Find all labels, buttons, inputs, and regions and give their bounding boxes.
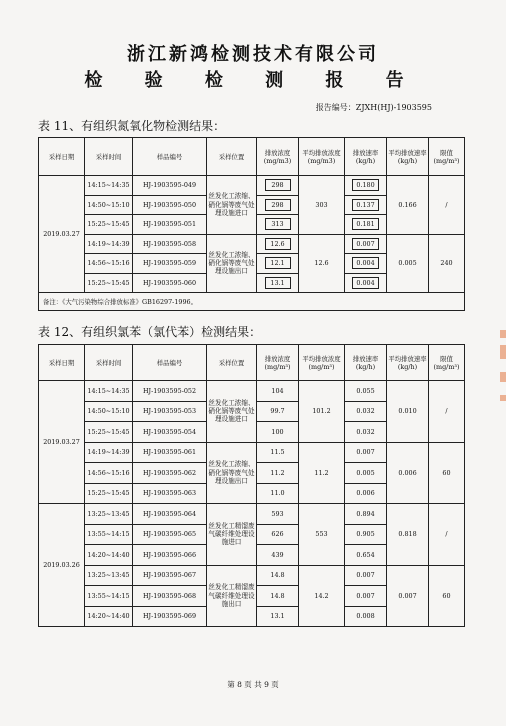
- emission-rate: 0.007: [345, 442, 387, 463]
- table12: [38, 344, 465, 627]
- emission-conc: 439: [257, 545, 299, 566]
- page-number: 第 8 页 共 9 页: [227, 680, 279, 689]
- emission-rate: 0.137: [352, 199, 378, 211]
- limit-value: /: [429, 381, 465, 443]
- emission-rate: 0.004: [352, 277, 378, 289]
- sample-position: 丝发化工浓缩、硝化锅等废气处理设施出口: [207, 234, 257, 293]
- table-row: [39, 565, 465, 586]
- header-cell: 样品编号: [133, 345, 207, 381]
- sample-id: HJ-1903595-059: [133, 254, 207, 274]
- emission-rate: 0.654: [345, 545, 387, 566]
- header-cell: 采样时间: [85, 138, 133, 176]
- emission-rate: 0.007: [345, 565, 387, 586]
- avg-rate: 0.007: [387, 565, 429, 627]
- emission-conc: 13.1: [265, 277, 291, 289]
- header-cell: 排放浓度 (mg/m³): [257, 345, 299, 381]
- emission-rate: 0.004: [352, 257, 378, 269]
- avg-conc: 553: [299, 504, 345, 566]
- sample-id: HJ-1903595-058: [133, 234, 207, 254]
- emission-conc: 11.0: [257, 483, 299, 504]
- header-cell: 限值 (mg/m³): [429, 345, 465, 381]
- sample-position: 丝发化工精馏废气碳纤维处理设施进口: [207, 504, 257, 566]
- header-cell: 采样位置: [207, 345, 257, 381]
- sample-position: 丝发化工精馏废气碳纤维处理设施出口: [207, 565, 257, 627]
- emission-conc: 313: [265, 218, 291, 230]
- sample-date: 2019.03.26: [39, 504, 85, 627]
- sample-time: 14:50~15:10: [85, 195, 133, 215]
- emission-rate: 0.181: [352, 218, 378, 230]
- emission-conc: 14.8: [257, 586, 299, 607]
- emission-conc: 11.2: [257, 463, 299, 484]
- stamp-edge-mark: [500, 345, 506, 359]
- table11-note-row: [39, 293, 465, 311]
- stamp-edge-mark: [500, 395, 506, 401]
- sample-time: 15:25~15:45: [85, 422, 133, 443]
- emission-rate: 0.006: [345, 483, 387, 504]
- header-cell: 平均排放浓度 (mg/m3): [299, 138, 345, 176]
- sample-id: HJ-1903595-061: [133, 442, 207, 463]
- table11-note: 备注：《大气污染物综合排放标准》GB16297-1996。: [39, 293, 465, 311]
- emission-rate: 0.032: [345, 422, 387, 443]
- sample-id: HJ-1903595-068: [133, 586, 207, 607]
- table11-title: 表 11、有组织氮氧化物检测结果：: [38, 119, 226, 133]
- header-cell: 排放速率 (kg/h): [345, 345, 387, 381]
- header-cell: 限值 (mg/m³): [429, 138, 465, 176]
- header-cell: 排放速率 (kg/h): [345, 138, 387, 176]
- sample-time: 13:55~14:15: [85, 524, 133, 545]
- sample-date: 2019.03.27: [39, 176, 85, 293]
- sample-time: 14:56~15:16: [85, 254, 133, 274]
- header-cell: 平均排放浓度 (mg/m³): [299, 345, 345, 381]
- emission-conc: 593: [257, 504, 299, 525]
- sample-id: HJ-1903595-060: [133, 273, 207, 293]
- avg-conc: 14.2: [299, 565, 345, 627]
- sample-id: HJ-1903595-049: [133, 176, 207, 196]
- avg-rate: 0.005: [387, 234, 429, 293]
- emission-rate: 0.007: [345, 586, 387, 607]
- sample-id: HJ-1903595-052: [133, 381, 207, 402]
- table12-title: 表 12、有组织氯苯（氯代苯）检测结果：: [38, 325, 262, 339]
- sample-id: HJ-1903595-064: [133, 504, 207, 525]
- sample-time: 14:20~14:40: [85, 545, 133, 566]
- avg-conc: 303: [299, 176, 345, 235]
- sample-time: 14:19~14:39: [85, 442, 133, 463]
- sample-time: 14:20~14:40: [85, 606, 133, 627]
- header-cell: 采样日期: [39, 138, 85, 176]
- avg-conc: 12.6: [299, 234, 345, 293]
- sample-id: HJ-1903595-065: [133, 524, 207, 545]
- sample-id: HJ-1903595-062: [133, 463, 207, 484]
- emission-conc: 298: [265, 199, 291, 211]
- sample-id: HJ-1903595-054: [133, 422, 207, 443]
- sample-time: 13:25~13:45: [85, 565, 133, 586]
- header-cell: 采样日期: [39, 345, 85, 381]
- limit-value: /: [429, 504, 465, 566]
- sample-position: 丝发化工浓缩、硝化锅等废气处理设施出口: [207, 442, 257, 504]
- emission-conc: 99.7: [257, 401, 299, 422]
- emission-conc: 11.5: [257, 442, 299, 463]
- sample-id: HJ-1903595-066: [133, 545, 207, 566]
- header-cell: 样品编号: [133, 138, 207, 176]
- avg-rate: 0.166: [387, 176, 429, 235]
- report-title: 检 验 检 测 报 告: [84, 70, 422, 91]
- emission-conc: 14.8: [257, 565, 299, 586]
- avg-conc: 101.2: [299, 381, 345, 443]
- sample-time: 14:15~14:35: [85, 176, 133, 196]
- emission-conc: 104: [257, 381, 299, 402]
- stamp-edge-mark: [500, 372, 506, 382]
- table-row: [39, 234, 465, 254]
- emission-conc: 13.1: [257, 606, 299, 627]
- table-row: [39, 442, 465, 463]
- limit-value: 60: [429, 565, 465, 627]
- sample-id: HJ-1903595-053: [133, 401, 207, 422]
- emission-conc: 626: [257, 524, 299, 545]
- emission-conc: 100: [257, 422, 299, 443]
- avg-conc: 11.2: [299, 442, 345, 504]
- sample-time: 14:15~14:35: [85, 381, 133, 402]
- emission-conc: 12.6: [265, 238, 291, 250]
- avg-rate: 0.818: [387, 504, 429, 566]
- sample-time: 15:25~15:45: [85, 215, 133, 235]
- sample-id: HJ-1903595-069: [133, 606, 207, 627]
- sample-time: 14:19~14:39: [85, 234, 133, 254]
- company-name: 浙江新鸿检测技术有限公司: [127, 44, 379, 65]
- table-row: [39, 504, 465, 525]
- report-number: 报告编号：ZJXH(HJ)-1903595: [315, 103, 432, 112]
- emission-rate: 0.032: [345, 401, 387, 422]
- limit-value: 60: [429, 442, 465, 504]
- sample-position: 丝发化工浓缩、硝化锅等废气处理设施进口: [207, 176, 257, 235]
- stamp-edge-mark: [500, 330, 506, 338]
- header-cell: 采样时间: [85, 345, 133, 381]
- header-cell: 平均排放速率 (kg/h): [387, 345, 429, 381]
- emission-rate: 0.007: [352, 238, 378, 250]
- emission-rate: 0.005: [345, 463, 387, 484]
- limit-value: 240: [429, 234, 465, 293]
- emission-rate: 0.905: [345, 524, 387, 545]
- emission-rate: 0.008: [345, 606, 387, 627]
- sample-position: 丝发化工浓缩、硝化锅等废气处理设施进口: [207, 381, 257, 443]
- table-row: [39, 381, 465, 402]
- sample-time: 15:25~15:45: [85, 483, 133, 504]
- header-cell: 采样位置: [207, 138, 257, 176]
- table12-header-row: [39, 345, 465, 381]
- table-row: [39, 176, 465, 196]
- header-cell: 排放浓度 (mg/m3): [257, 138, 299, 176]
- sample-id: HJ-1903595-063: [133, 483, 207, 504]
- emission-conc: 298: [265, 179, 291, 191]
- sample-time: 13:25~13:45: [85, 504, 133, 525]
- emission-rate: 0.055: [345, 381, 387, 402]
- limit-value: /: [429, 176, 465, 235]
- sample-time: 14:50~15:10: [85, 401, 133, 422]
- emission-conc: 12.1: [265, 257, 291, 269]
- sample-id: HJ-1903595-067: [133, 565, 207, 586]
- sample-time: 14:56~15:16: [85, 463, 133, 484]
- avg-rate: 0.010: [387, 381, 429, 443]
- table11: [38, 137, 465, 311]
- emission-rate: 0.894: [345, 504, 387, 525]
- sample-time: 13:55~14:15: [85, 586, 133, 607]
- avg-rate: 0.006: [387, 442, 429, 504]
- table11-header-row: [39, 138, 465, 176]
- header-cell: 平均排放速率 (kg/h): [387, 138, 429, 176]
- sample-time: 15:25~15:45: [85, 273, 133, 293]
- sample-id: HJ-1903595-051: [133, 215, 207, 235]
- sample-date: 2019.03.27: [39, 381, 85, 504]
- emission-rate: 0.180: [352, 179, 378, 191]
- sample-id: HJ-1903595-050: [133, 195, 207, 215]
